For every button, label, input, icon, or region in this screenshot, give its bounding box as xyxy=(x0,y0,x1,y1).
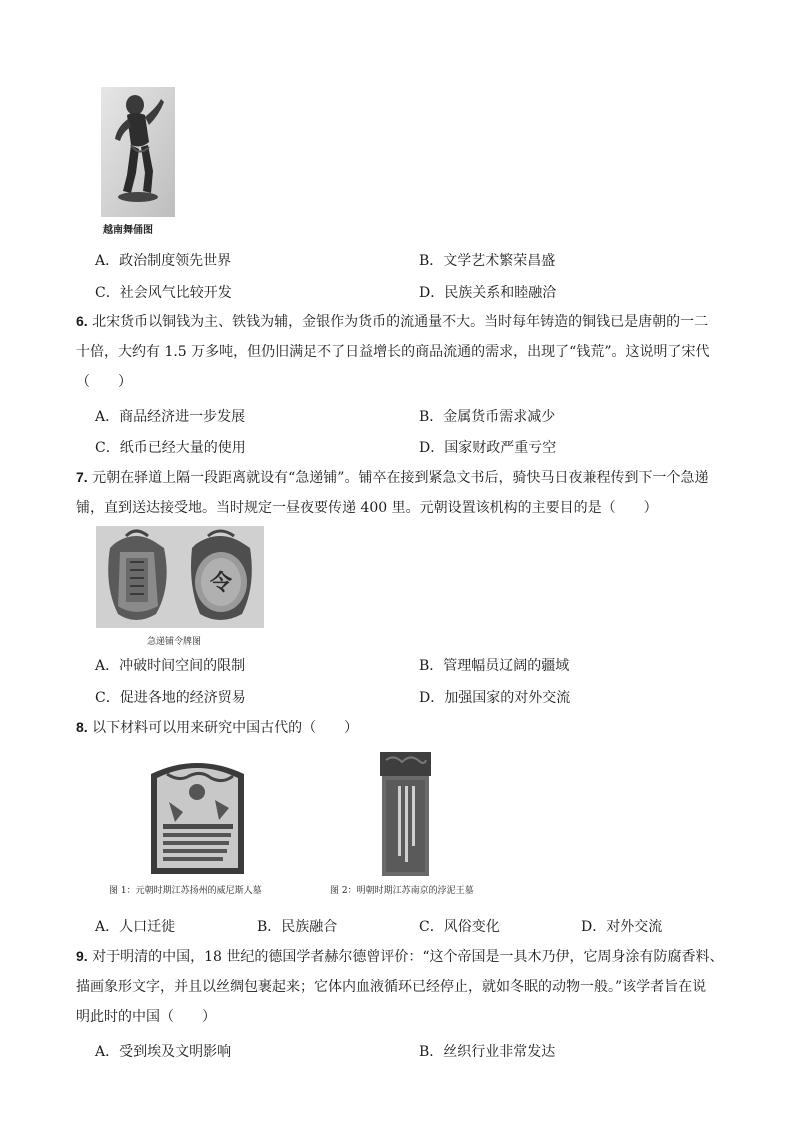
figure-caption: 越南舞俑图 xyxy=(103,225,153,236)
option-a[interactable]: A．商品经济进一步发展 xyxy=(95,409,246,425)
option-c[interactable]: C．纸币已经大量的使用 xyxy=(95,440,246,456)
venetian-tombstone-illustration xyxy=(145,752,250,877)
question-8-text xyxy=(76,717,358,738)
figure-2-caption: 图 2：明朝时期江苏南京的浡泥王墓 xyxy=(330,886,474,896)
courier-token-illustration xyxy=(96,526,264,628)
option-a[interactable]: A．人口迁徙 xyxy=(95,919,176,935)
option-d[interactable]: D．对外交流 xyxy=(581,919,663,935)
option-d[interactable]: D．国家财政严重亏空 xyxy=(419,440,557,456)
question-line: 十倍，大约有 1.5 万多吨，但仍旧满足不了日益增长的商品流通的需求，出现了“钱荒”。这说明了宋代 xyxy=(76,344,710,360)
figure-caption: 急递铺令牌图 xyxy=(147,637,202,647)
dancer-figurine-photo xyxy=(101,87,175,217)
token-character: 令 xyxy=(209,570,233,596)
question-line: 以下材料可以用来研究中国古代的（ ） xyxy=(92,720,359,736)
question-line: 元朝在驿道上隔一段距离就设有“急递铺”。铺卒在接到紧急文书后，骑快马日夜兼程传到下一个急递 xyxy=(92,470,709,486)
question-number: 6. xyxy=(76,313,88,329)
option-b[interactable]: B．文学艺术繁荣昌盛 xyxy=(419,253,556,269)
option-b[interactable]: B．民族融合 xyxy=(257,919,338,935)
dancer-figurine-illustration xyxy=(101,87,175,217)
bruneian-king-stele-illustration xyxy=(378,752,433,878)
courier-token-photo xyxy=(96,526,264,628)
figure-1-caption: 图 1：元朝时期江苏扬州的威尼斯人墓 xyxy=(109,886,262,896)
question-line: 铺，直到送达接受地。当时规定一昼夜要传递 400 里。元朝设置该机构的主要目的是（ ） xyxy=(76,500,658,516)
question-number: 8. xyxy=(76,719,88,735)
option-b[interactable]: B．管理幅员辽阔的疆域 xyxy=(419,658,570,674)
option-c[interactable]: C．社会风气比较开发 xyxy=(95,285,232,301)
question-6-text xyxy=(76,311,708,332)
option-a[interactable]: A．受到埃及文明影响 xyxy=(95,1044,232,1060)
question-7-text xyxy=(76,467,708,488)
option-b[interactable]: B．丝织行业非常发达 xyxy=(419,1044,556,1060)
option-c[interactable]: C．促进各地的经济贸易 xyxy=(95,690,246,706)
bruneian-king-stele-photo xyxy=(378,752,433,878)
answer-blank: （ ） xyxy=(76,374,132,390)
option-d[interactable]: D．民族关系和睦融洽 xyxy=(419,285,557,301)
option-c[interactable]: C．风俗变化 xyxy=(419,919,500,935)
option-a[interactable]: A．冲破时间空间的限制 xyxy=(95,658,246,674)
option-b[interactable]: B．金属货币需求减少 xyxy=(419,409,556,425)
question-line: 描画象形文字，并且以丝绸包裹起来；它体内血液循环已经停止，就如冬眠的动物一般。”该学者旨在说 xyxy=(76,979,707,995)
option-a[interactable]: A．政治制度领先世界 xyxy=(95,253,232,269)
question-line: 北宋货币以铜钱为主、铁钱为辅，金银作为货币的流通量不大。当时每年铸造的铜钱已是唐朝的一二 xyxy=(92,314,709,330)
question-line: 对于明清的中国，18 世纪的德国学者赫尔德曾评价：“这个帝国是一具木乃伊，它周身涂有防腐香料、 xyxy=(92,949,724,965)
question-line: 明此时的中国（ ） xyxy=(76,1009,216,1025)
venetian-tombstone-photo xyxy=(145,752,250,877)
question-number: 7. xyxy=(76,469,88,485)
option-d[interactable]: D．加强国家的对外交流 xyxy=(419,690,571,706)
question-number: 9. xyxy=(76,948,88,964)
question-9-text xyxy=(76,946,724,967)
